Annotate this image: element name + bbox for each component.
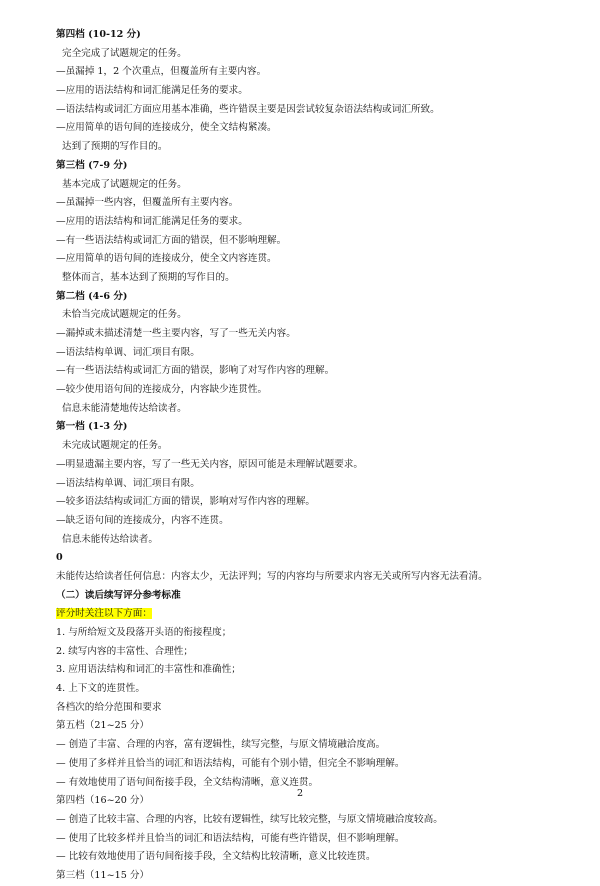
- text-line: —应用的语法结构和词汇能满足任务的要求。: [56, 215, 248, 227]
- section-heading: 第四档 (10-12 分): [56, 29, 141, 40]
- highlighted-text: 评分时关注以下方面：: [56, 608, 152, 620]
- text-line: —缺乏语句间的连接成分，内容不连贯。: [56, 514, 229, 526]
- section-heading: 第二档 (4-6 分): [56, 290, 128, 302]
- text-line: 2. 续写内容的丰富性、合理性；: [56, 645, 193, 657]
- text-line: 1. 与所给短文及段落开头语的衔接程度；: [56, 627, 232, 638]
- text-line: 未完成试题规定的任务。: [62, 440, 168, 452]
- text-line: [56, 605, 556, 624]
- text-line: —语法结构单调、词汇项目有限。: [56, 346, 200, 358]
- text-line: — 有效地使用了语句间衔接手段，全文结构清晰，意义连贯。: [56, 776, 319, 788]
- text-line: —语法结构或词汇方面应用基本准确，些许错误主要是因尝试较复杂语法结构或词汇所致。: [56, 103, 440, 115]
- text-line: 3. 应用语法结构和词汇的丰富性和准确性；: [56, 664, 241, 676]
- text-line: 整体而言，基本达到了预期的写作目的。: [62, 271, 235, 283]
- text-line: 信息未能传达给读者。: [62, 533, 158, 545]
- text-line: — 创造了比较丰富、合理的内容，比较有逻辑性，续写比较完整，与原文情境融洽度较高。: [56, 813, 443, 825]
- text-line: 第五档（21~25 分）: [56, 720, 150, 732]
- text-line: —有一些语法结构或词汇方面的错误，但不影响理解。: [56, 234, 287, 246]
- text-line: 第四档（16~20 分）: [56, 795, 150, 807]
- section-heading: （二）读后续写评分参考标准: [56, 589, 181, 601]
- text-line: 未能传达给读者任何信息：内容太少，无法评判；写的内容均与所要求内容无关或所写内容无法看清。: [56, 570, 488, 582]
- text-line: 基本完成了试题规定的任务。: [62, 178, 187, 190]
- text-line: —明显遗漏主要内容，写了一些无关内容，原因可能是未理解试题要求。: [56, 458, 363, 470]
- text-line: — 比较有效地使用了语句间衔接手段，全文结构比较清晰，意义比较连贯。: [56, 851, 376, 863]
- section-heading: 第三档 (7-9 分): [56, 159, 128, 171]
- text-line: — 使用了比较多样并且恰当的词汇和语法结构，可能有些许错误，但不影响理解。: [56, 832, 405, 844]
- text-line: —应用简单的语句间的连接成分，使全文内容连贯。: [56, 253, 277, 265]
- text-line: 各档次的给分范围和要求: [56, 701, 162, 713]
- text-line: — 使用了多样并且恰当的词汇和语法结构，可能有个别小错，但完全不影响理解。: [56, 757, 405, 769]
- page-number: 2: [296, 788, 304, 799]
- text-line: —较多语法结构或词汇方面的错误，影响对写作内容的理解。: [56, 496, 316, 508]
- text-line: —漏掉或未描述清楚一些主要内容，写了一些无关内容。: [56, 328, 296, 339]
- document-body: [56, 26, 556, 886]
- text-line: —应用简单的语句间的连接成分，使全文结构紧凑。: [56, 122, 277, 134]
- text-line: 信息未能清楚地传达给读者。: [62, 402, 187, 414]
- text-line: —有一些语法结构或词汇方面的错误，影响了对写作内容的理解。: [56, 365, 335, 377]
- text-line: 未恰当完成试题规定的任务。: [62, 309, 187, 321]
- text-line: — 创造了丰富、合理的内容，富有逻辑性，续写完整，与原文情境融洽度高。: [56, 739, 386, 751]
- text-line: —应用的语法结构和词汇能满足任务的要求。: [56, 85, 248, 97]
- section-heading: 0: [56, 552, 63, 564]
- section-heading: 第一档 (1-3 分): [56, 421, 128, 433]
- text-line: 完全完成了试题规定的任务。: [62, 47, 187, 59]
- text-line: —虽漏掉一些内容，但覆盖所有主要内容。: [56, 197, 239, 209]
- text-line: 达到了预期的写作目的。: [62, 141, 168, 153]
- text-line: —虽漏掉 1，2 个次重点，但覆盖所有主要内容。: [56, 66, 267, 78]
- text-line: 第三档（11~15 分）: [56, 869, 150, 881]
- text-line: —语法结构单调、词汇项目有限。: [56, 477, 200, 489]
- text-line: —较少使用语句间的连接成分，内容缺少连贯性。: [56, 384, 268, 396]
- text-line: 4. 上下文的连贯性。: [56, 683, 145, 695]
